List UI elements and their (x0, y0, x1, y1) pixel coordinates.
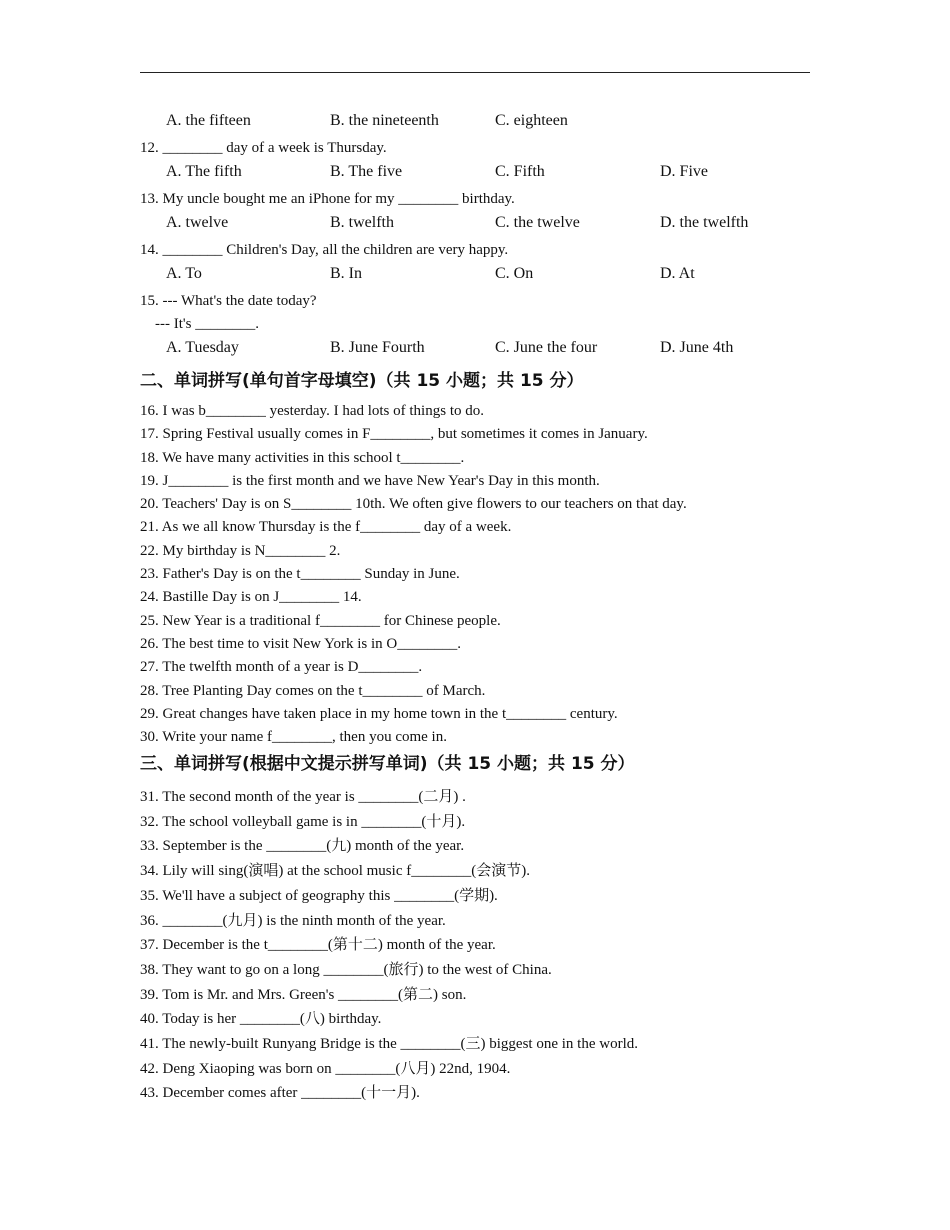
question-item: 33. September is the ________(九) month of the year. (140, 838, 465, 855)
section-2-list (140, 400, 820, 749)
q15-stem: 15. --- What's the date today? (140, 293, 317, 309)
q13-options (140, 211, 820, 235)
question-item: 30. Write your name f________, then you come in. (140, 729, 447, 746)
question-item: 43. December comes after ________(十一月). (140, 1085, 420, 1102)
q13-option-d: D. the twelfth (660, 214, 749, 231)
question-item: 36. ________(九月) is the ninth month of the year. (140, 912, 446, 929)
question-item: 16. I was b________ yesterday. I had lots of things to do. (140, 403, 484, 419)
section-2 (140, 368, 820, 749)
question-item: 27. The twelfth month of a year is D________. (140, 659, 423, 676)
question-item: 32. The school volleyball game is in ________(十月). (140, 813, 466, 830)
question-item: 25. New Year is a traditional f________ for Chinese people. (140, 612, 501, 629)
question-item: 24. Bastille Day is on J________ 14. (140, 589, 362, 606)
question-item: 21. As we all know Thursday is the f________ day of a week. (140, 519, 512, 536)
question-item: 34. Lily will sing(演唱) at the school music f________(会演节). (140, 863, 530, 880)
question-item: 23. Father's Day is on the t________ Sunday in June. (140, 566, 460, 583)
question-item: 22. My birthday is N________ 2. (140, 542, 341, 559)
question-item: 35. We'll have a subject of geography this ________(学期). (140, 887, 498, 904)
q14-stem: 14. ________ Children's Day, all the children are very happy. (140, 242, 509, 258)
question-item: 42. Deng Xiaoping was born on ________(八月) 22nd, 1904. (140, 1060, 511, 1077)
question-item: 26. The best time to visit New York is in O________. (140, 635, 461, 652)
question-item: 39. Tom is Mr. and Mrs. Green's ________(第二) son. (140, 986, 467, 1003)
q14-option-b: B. In (330, 265, 362, 282)
section-3 (140, 751, 820, 1106)
question-item: 37. December is the t________(第十二) month of the year. (140, 937, 496, 954)
question-item: 19. J________ is the first month and we have New Year's Day in this month. (140, 472, 600, 489)
q12-option-d: D. Five (660, 163, 708, 180)
section-3-list (140, 785, 820, 1106)
q15-answer-line: --- It's ________. (155, 316, 259, 332)
q14-options (140, 262, 820, 286)
q12-option-a: A. The fifth (166, 163, 242, 180)
q15-option-c: C. June the four (495, 339, 598, 356)
q15-options (140, 336, 820, 360)
question-item: 31. The second month of the year is ________(二月) . (140, 789, 466, 805)
question-item: 18. We have many activities in this school t________. (140, 449, 465, 466)
q12-option-b: B. The five (330, 163, 403, 180)
q15-option-b: B. June Fourth (330, 339, 425, 356)
q12-options (140, 160, 820, 184)
question-item: 38. They want to go on a long ________(旅行) to the west of China. (140, 961, 552, 978)
question-item: 29. Great changes have taken place in my home town in the t________ century. (140, 705, 618, 722)
q13-stem: 13. My uncle bought me an iPhone for my ________ birthday. (140, 191, 515, 207)
question-item: 41. The newly-built Runyang Bridge is the ________(三) biggest one in the world. (140, 1036, 638, 1053)
q12-stem: 12. ________ day of a week is Thursday. (140, 140, 387, 156)
section-2-heading: 二、单词拼写(单句首字母填空)（共 15 小题；共 15 分） (140, 371, 584, 391)
q14-option-d: D. At (660, 265, 695, 282)
q13-option-b: B. twelfth (330, 214, 394, 231)
header-rule (140, 72, 810, 73)
q11-options (140, 109, 820, 133)
q13-option-c: C. the twelve (495, 214, 580, 231)
q15-option-d: D. June 4th (660, 339, 734, 356)
q13-option-a: A. twelve (166, 214, 229, 231)
q11-option-c: C. eighteen (495, 112, 568, 129)
question-item: 17. Spring Festival usually comes in F________, but sometimes it comes in January. (140, 426, 648, 443)
section-3-heading: 三、单词拼写(根据中文提示拼写单词)（共 15 小题；共 15 分） (140, 754, 635, 774)
question-item: 20. Teachers' Day is on S________ 10th. We often give flowers to our teachers on that day. (140, 496, 687, 513)
multiple-choice-section (140, 109, 820, 360)
q11-option-b: B. the nineteenth (330, 112, 439, 129)
q14-option-a: A. To (166, 265, 202, 282)
question-item: 28. Tree Planting Day comes on the t________ of March. (140, 682, 486, 699)
q12-option-c: C. Fifth (495, 163, 545, 180)
q15-option-a: A. Tuesday (166, 339, 239, 356)
q14-option-c: C. On (495, 265, 534, 282)
question-item: 40. Today is her ________(八) birthday. (140, 1011, 382, 1028)
q11-option-a: A. the fifteen (166, 112, 251, 129)
